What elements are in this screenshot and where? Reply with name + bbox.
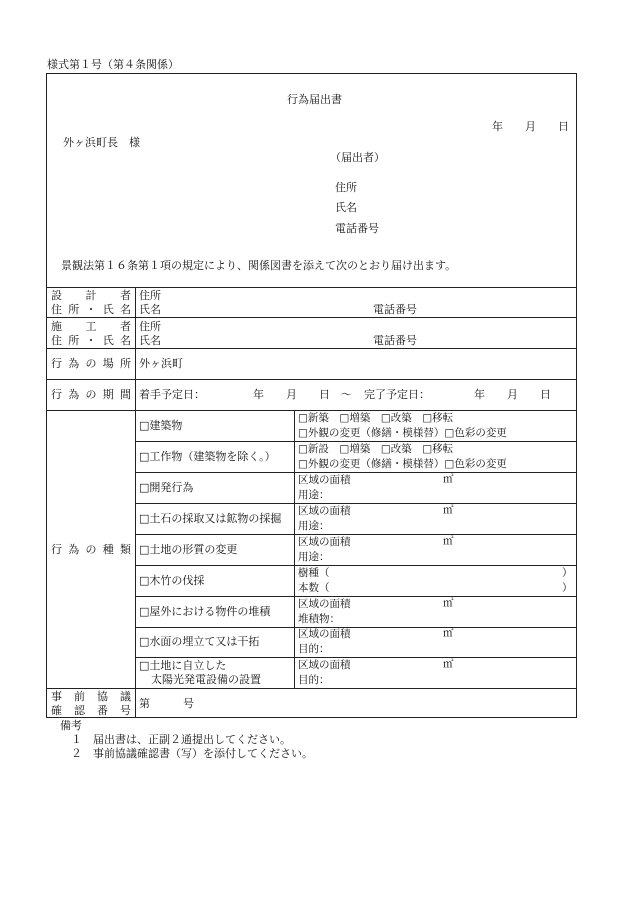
type-detail-line1: 区域の面積	[298, 659, 351, 671]
area-unit: ㎡	[443, 627, 454, 639]
builder-label-line1: 施 工 者	[51, 320, 131, 333]
bracket-close: ）	[562, 567, 573, 579]
type-detail-line2: 目的：	[298, 674, 330, 686]
type-detail-line1: □新設 □増築 □改築 □移転	[298, 443, 454, 455]
type-name: □開発行為	[139, 481, 194, 494]
type-detail-line1: □新築 □増築 □改築 □移転	[298, 412, 454, 424]
type-detail-line2: 堆積物：	[298, 613, 340, 625]
row-divider	[46, 379, 577, 380]
date-line: 年 月 日	[492, 120, 569, 133]
type-detail-line2: 本数（	[298, 582, 330, 594]
types-column-divider	[294, 410, 295, 688]
type-row-divider	[135, 441, 577, 442]
type-name: □工作物（建築物を除く。）	[139, 450, 276, 463]
type-row-divider	[135, 627, 577, 628]
applicant-header: （届出者）	[330, 151, 385, 164]
type-name: □水面の埋立て又は干拓	[139, 635, 260, 648]
type-row-divider	[135, 657, 577, 658]
applicant-address-label: 住所	[335, 181, 357, 194]
type-detail-line1: 区域の面積	[298, 598, 351, 610]
row-divider	[46, 688, 577, 689]
form-label: 様式第１号（第４条関係）	[47, 58, 179, 71]
consult-label-line1: 事 前 協 議	[51, 690, 131, 703]
type-detail-line2: □外観の変更（修繕・模様替）□色彩の変更	[298, 427, 507, 439]
bracket-close: ）	[562, 582, 573, 594]
type-detail-line2: 用途：	[298, 489, 330, 501]
types-label: 行 為 の 種 類	[51, 543, 131, 556]
type-name-line2: 太陽光発電設備の設置	[151, 673, 261, 686]
area-unit: ㎡	[443, 504, 454, 516]
note-item: １ 届出書は、正副２通提出してください。	[71, 733, 291, 746]
type-name: □土石の採取又は鉱物の採掘	[139, 512, 282, 525]
place-value: 外ヶ浜町	[139, 357, 183, 370]
area-unit: ㎡	[443, 473, 454, 485]
type-name: □屋外における物件の堆積	[139, 605, 271, 618]
type-name: □建築物	[139, 419, 183, 432]
row-divider	[46, 410, 577, 411]
applicant-name-label: 氏名	[335, 201, 357, 214]
designer-address: 住所	[139, 289, 161, 302]
period-end-label: 完了予定日：	[364, 388, 430, 401]
type-detail-line1: 区域の面積	[298, 474, 351, 486]
designer-phone: 電話番号	[373, 303, 417, 316]
builder-name: 氏名	[139, 334, 161, 347]
period-tilde: ～	[341, 388, 352, 401]
type-detail-line1: 樹種（	[298, 567, 330, 579]
designer-label-line2: 住 所 ・ 氏 名	[51, 303, 131, 316]
builder-label-line2: 住 所 ・ 氏 名	[51, 334, 131, 347]
builder-phone: 電話番号	[373, 334, 417, 347]
type-detail-line2: 用途：	[298, 520, 330, 532]
type-name: □土地の形質の変更	[139, 543, 238, 556]
type-detail-line2: 目的：	[298, 643, 330, 655]
type-name: □土地に自立した	[139, 659, 227, 672]
period-label: 行 為 の 期 間	[51, 388, 131, 401]
type-detail-line1: 区域の面積	[298, 536, 351, 548]
type-row-divider	[135, 472, 577, 473]
applicant-phone-label: 電話番号	[335, 222, 379, 235]
statement: 景観法第１６条第１項の規定により、関係図書を添えて次のとおり届け出ます。	[61, 259, 457, 272]
builder-address: 住所	[139, 320, 161, 333]
consult-number: 第 号	[139, 697, 194, 710]
type-row-divider	[135, 565, 577, 566]
period-end-date: 年 月 日	[474, 388, 551, 401]
row-divider	[46, 348, 577, 349]
area-unit: ㎡	[443, 597, 454, 609]
designer-name: 氏名	[139, 303, 161, 316]
type-name: □木竹の伐採	[139, 574, 205, 587]
note-item: ２ 事前協議確認書（写）を添付してください。	[71, 747, 313, 760]
period-start-date: 年 月 日	[253, 388, 330, 401]
type-row-divider	[135, 596, 577, 597]
type-detail-line1: 区域の面積	[298, 628, 351, 640]
period-start-label: 着手予定日：	[139, 388, 205, 401]
type-detail-line1: 区域の面積	[298, 505, 351, 517]
type-detail-line2: 用途：	[298, 551, 330, 563]
area-unit: ㎡	[443, 535, 454, 547]
place-label: 行 為 の 場 所	[51, 357, 131, 370]
row-divider	[46, 317, 577, 318]
notes-header: 備考	[60, 719, 82, 732]
type-row-divider	[135, 503, 577, 504]
form-title: 行為届出書	[287, 93, 342, 106]
addressee: 外ヶ浜町長 様	[63, 136, 140, 149]
designer-label-line1: 設 計 者	[51, 289, 131, 302]
consult-label-line2: 確 認 番 号	[51, 704, 131, 717]
area-unit: ㎡	[443, 658, 454, 670]
type-detail-line2: □外観の変更（修繕・模様替）□色彩の変更	[298, 458, 507, 470]
type-row-divider	[135, 534, 577, 535]
